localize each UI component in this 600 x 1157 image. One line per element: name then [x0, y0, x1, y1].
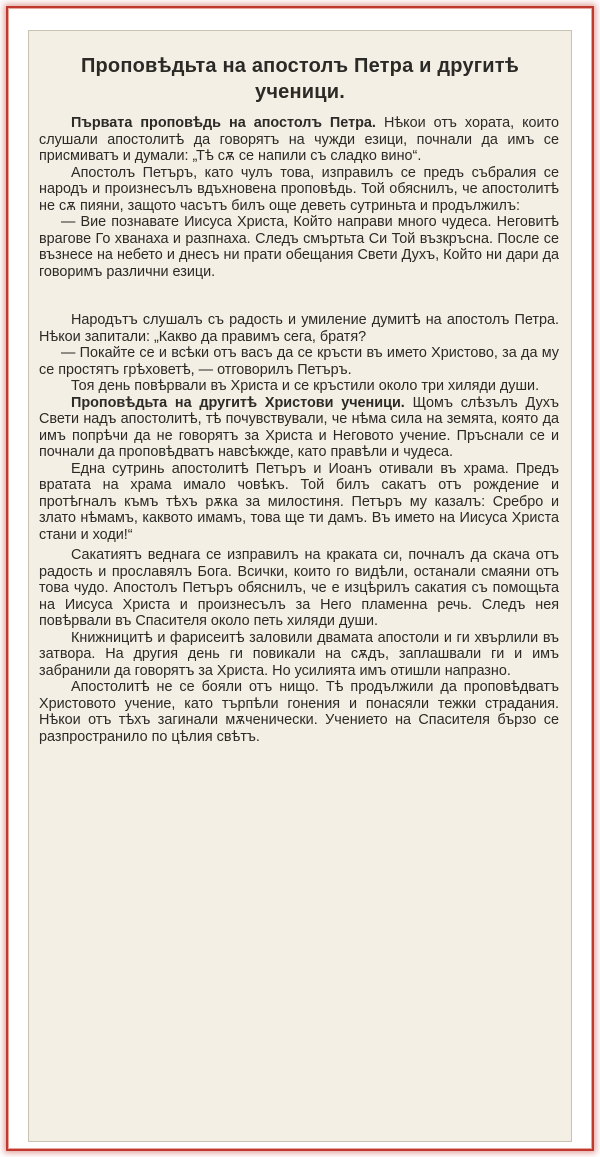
paragraph: Книжницитѣ и фарисеитѣ заловили двамата апостоли и ги хвърлили въ затвора. На другия день ги повикали на сѫдъ, заплашвали ги и имъ забранили да говорятъ за Христа. Но усилията имъ отишли напразно.: [39, 629, 559, 679]
paragraph: [39, 395, 559, 461]
text-body: [39, 115, 559, 745]
paragraph-speech: — Покайте се и всѣки отъ васъ да се кръсти въ името Христово, за да му се простятъ грѣховетѣ, — отговорилъ Петъръ.: [39, 345, 559, 378]
paragraph-gap: [39, 280, 559, 312]
paragraph: [39, 115, 559, 165]
paragraph-text: Нѣкои отъ хората, които слушали апостолитѣ да говорятъ на чужди езици, почнали да имъ се присмиватъ и думали: „Тѣ сѫ се напили съ сладко вино“.: [39, 115, 559, 164]
paragraph: Апостолъ Петъръ, като чулъ това, изправилъ се предъ събралия се народъ и произнесълъ вдъхновена проповѣдь. Той обяснилъ, че апостолитѣ не сѫ пияни, защото часътъ билъ още деветь сутриньта и продължилъ:: [39, 164, 559, 214]
paragraph: Апостолитѣ не се бояли отъ нищо. Тѣ продължили да проповѣдватъ Христовото учение, като търпѣли гонения и понасяли тежки страдания. Нѣкои отъ тѣхъ загинали мѫченически. Учението на Спасителя бързо се разпространило по цѣлия свѣтъ.: [39, 679, 559, 745]
page-scan: [28, 30, 572, 1142]
paragraph: Тоя день повѣрвали въ Христа и се кръстили около три хиляди души.: [71, 378, 540, 394]
paragraph: Една сутринь апостолитѣ Петъръ и Иоанъ отивали въ храма. Предъ вратата на храма имало човѣкъ. Той билъ сакатъ отъ рождение и протѣгналъ къмъ тѣхъ рѫка за милостиня. Петъръ му казалъ: Сребро и злато нѣмамъ, каквото имамъ, това ще ти дамъ. Въ името на Иисуса Христа стани и ходи!“: [39, 460, 559, 543]
section-heading-first-sermon: Първата проповѣдь на апостолъ Петра.: [71, 115, 376, 131]
red-frame: [6, 6, 594, 1151]
paragraph-speech: — Вие познавате Иисуса Христа, Който направи много чудеса. Неговитѣ врагове Го хванаха и разпнаха. Следъ смъртьта Си Той възкръсна. После се възнесе на небето и днесъ ни прати обещания Свети Духъ, Който ни дари да говоримъ различни езици.: [39, 214, 559, 280]
paragraph: Сакатиятъ веднага се изправилъ на краката си, почналъ да скача отъ радость и прославялъ Бога. Всички, които го видѣли, останали смаяни отъ това чудо. Апостолъ Петъръ обяснилъ, че е изцѣрилъ сакатия съ помощьта на Иисуса Христа и произнесълъ за Него пламенна речь. Следъ нея повѣрвали въ Спасителя около петь хиляди души.: [39, 547, 559, 629]
page-title: Проповѣдьта на апостолъ Петра и другитѣ ученици.: [80, 55, 520, 103]
section-heading-other-disciples: Проповѣдьта на другитѣ Христови ученици.: [71, 394, 405, 411]
paragraph: Народътъ слушалъ съ радость и умиление думитѣ на апостолъ Петра. Нѣкои запитали: „Какво да правимъ сега, братя?: [39, 312, 559, 345]
paragraph-text: Щомъ слѣзълъ Духъ Свети надъ апостолитѣ, тѣ почувствували, че нѣма сила на земята, която да имъ попрѣчи да не говорятъ за Христа и Неговото учение. Пръснали се и почнали да проповѣдватъ навсѣкжде, като правѣли и чудеса.: [39, 394, 559, 460]
